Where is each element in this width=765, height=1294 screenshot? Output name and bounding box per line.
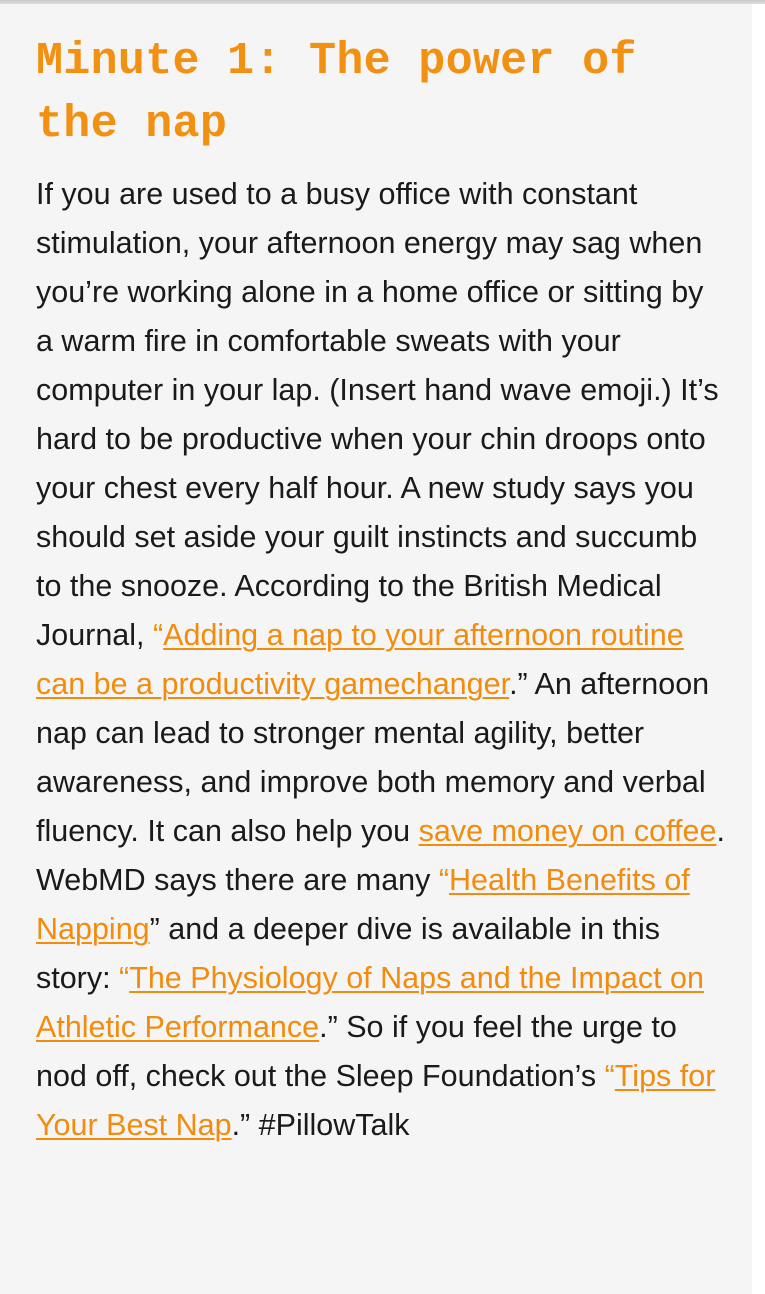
body-text-6: .” #PillowTalk: [231, 1108, 410, 1142]
link-tips-for-best-nap[interactable]: Tips for Your Best Nap: [36, 1059, 716, 1142]
quote-mark-1: “: [152, 618, 164, 652]
quote-mark-2: “: [438, 863, 450, 897]
article-title: Minute 1: The power of the nap: [36, 36, 637, 150]
quote-mark-4: “: [604, 1059, 615, 1093]
link-physiology-of-naps[interactable]: The Physiology of Naps and the Impact on Athletic Performance: [36, 961, 704, 1044]
body-text-1: If you are used to a busy office with constant stimulation, your afternoon energy may sag when you’re working alone in a home office or sitting by a warm fire in comfortable sweats with your computer in your lap. (Insert hand wave emoji.) It’s hard to be productive when your chin droops onto your chest every half hour. A new study says you should set aside your guilt instincts and succumb to the snooze. According to the British Medical Journal,: [36, 177, 719, 652]
top-divider: [0, 0, 765, 4]
body-text-3: . WebMD says there are many: [36, 814, 725, 897]
link-nap-productivity-gamechanger[interactable]: Adding a nap to your afternoon routine can be a productivity gamechanger: [36, 618, 684, 701]
quote-mark-3: “: [119, 961, 130, 995]
scrollbar-track[interactable]: [752, 4, 765, 1294]
article-body: [36, 170, 726, 1150]
article: [36, 30, 726, 1150]
link-health-benefits-of-napping[interactable]: Health Benefits of Napping: [36, 863, 690, 946]
body-text-2: .” An afternoon nap can lead to stronger mental agility, better awareness, and improve both memory and verbal fluency. It can also help you: [36, 667, 710, 848]
link-save-money-on-coffee[interactable]: save money on coffee: [418, 814, 717, 848]
body-text-5: .” So if you feel the urge to nod off, check out the Sleep Foundation’s: [36, 1010, 677, 1093]
body-text-4: ” and a deeper dive is available in this story:: [36, 912, 660, 995]
